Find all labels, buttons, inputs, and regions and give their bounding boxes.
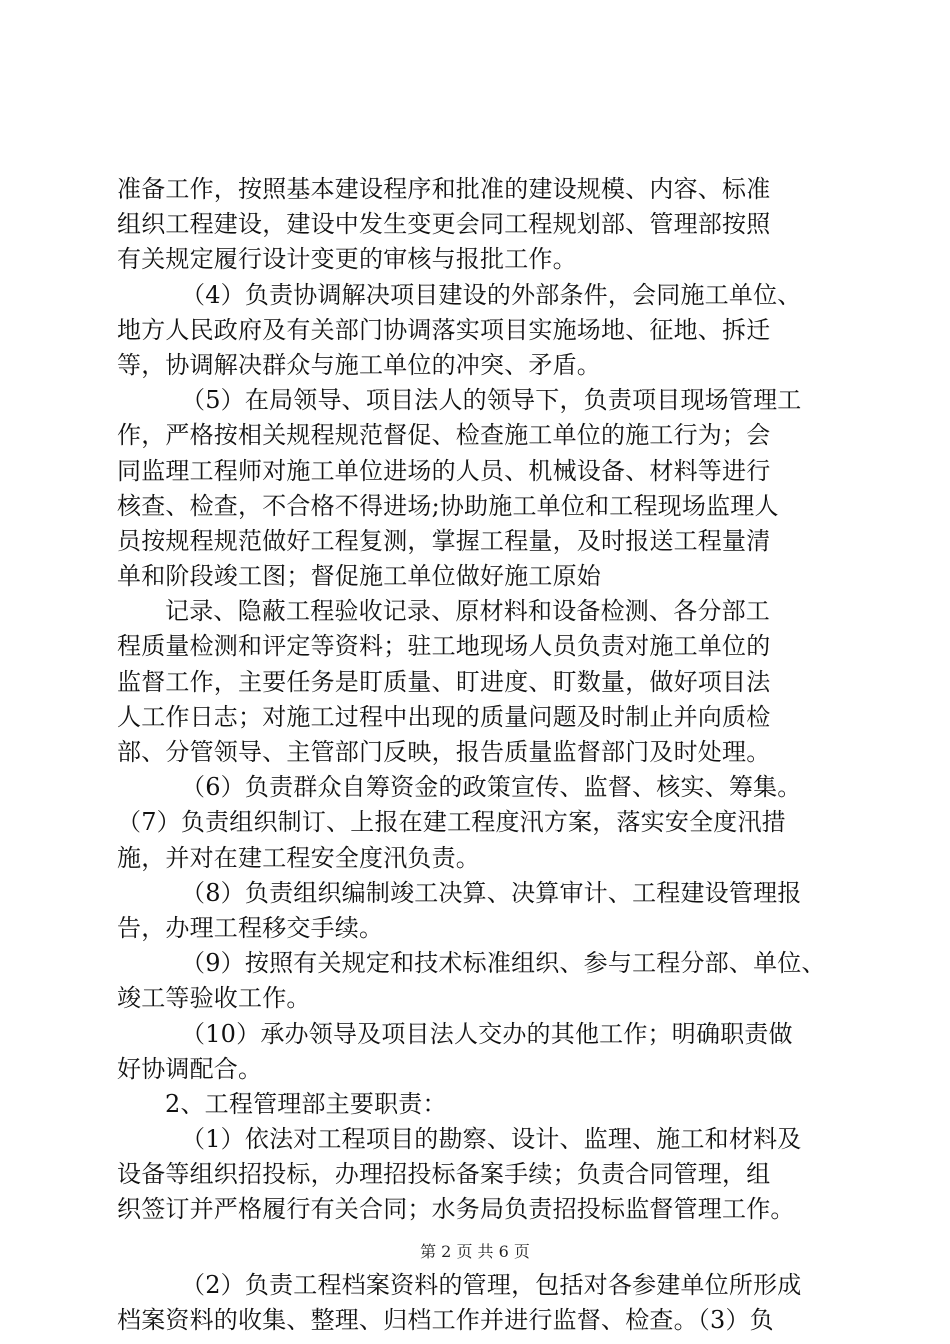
text-line: 有关规定履行设计变更的审核与报批工作。: [117, 245, 577, 274]
text-line: 程质量检测和评定等资料；驻工地现场人员负责对施工单位的: [117, 632, 771, 661]
document-body: [117, 172, 835, 1338]
text-line: 部、分管领导、主管部门反映，报告质量监督部门及时处理。: [117, 738, 771, 766]
text-line: 人工作日志；对施工过程中出现的质量问题及时制止并向质检: [117, 702, 771, 731]
text-line: （5）在局领导、项目法人的领导下，负责项目现场管理工: [181, 386, 802, 415]
text-line: 核查、检查，不合格不得进场;协助施工单位和工程现场监理人: [117, 491, 779, 520]
text-line: 作，严格按相关规程规范督促、检查施工单位的施工行为；会: [117, 421, 771, 450]
text-line: 监督工作，主要任务是盯质量、盯进度、盯数量，做好项目法: [117, 667, 771, 696]
text-line: （7）负责组织制订、上报在建工程度汛方案，落实安全度汛措: [117, 808, 786, 837]
text-line: （10）承办领导及项目法人交办的其他工作；明确职责做: [181, 1019, 793, 1048]
text-line: （8）负责组织编制竣工决算、决算审计、工程建设管理报: [181, 878, 802, 907]
page-number-footer: 第 2 页 共 6 页: [420, 1242, 530, 1261]
text-line: 同监理工程师对施工单位进场的人员、机械设备、材料等进行: [117, 456, 771, 485]
text-line: （9）按照有关规定和技术标准组织、参与工程分部、单位、: [181, 949, 826, 978]
text-line: 档案资料的收集、整理、归档工作并进行监督、检查。（3）负: [117, 1305, 774, 1334]
text-line: （2）负责工程档案资料的管理，包括对各参建单位所形成: [181, 1270, 802, 1299]
text-line: 等，协调解决群众与施工单位的冲突、矛盾。: [117, 350, 601, 379]
text-line: （1）依法对工程项目的勘察、设计、监理、施工和材料及: [181, 1125, 802, 1154]
text-line: 施，并对在建工程安全度汛负责。: [117, 843, 480, 872]
text-line: 设备等组织招投标，办理招投标备案手续；负责合同管理，组: [117, 1160, 771, 1189]
text-line: 准备工作，按照基本建设程序和批准的建设规模、内容、标准: [117, 175, 771, 203]
text-line: 单和阶段竣工图；督促施工单位做好施工原始: [117, 562, 601, 591]
text-line: 员按规程规范做好工程复测，掌握工程量，及时报送工程量清: [117, 526, 771, 555]
text-line: 织签订并严格履行有关合同；水务局负责招投标监督管理工作。: [117, 1195, 795, 1224]
text-line: 竣工等验收工作。: [117, 984, 311, 1013]
text-line: 好协调配合。: [117, 1054, 263, 1083]
text-line: 组织工程建设，建设中发生变更会同工程规划部、管理部按照: [117, 210, 771, 239]
section-heading: 2、工程管理部主要职责：: [165, 1089, 447, 1118]
text-line: 告，办理工程移交手续。: [117, 913, 384, 942]
text-line: （6）负责群众自筹资金的政策宣传、监督、核实、筹集。: [181, 773, 802, 802]
text-line: （4）负责协调解决项目建设的外部条件，会同施工单位、: [181, 280, 802, 309]
text-line: 地方人民政府及有关部门协调落实项目实施场地、征地、拆迁: [117, 315, 771, 344]
text-line: 记录、隐蔽工程验收记录、原材料和设备检测、各分部工: [165, 597, 770, 626]
